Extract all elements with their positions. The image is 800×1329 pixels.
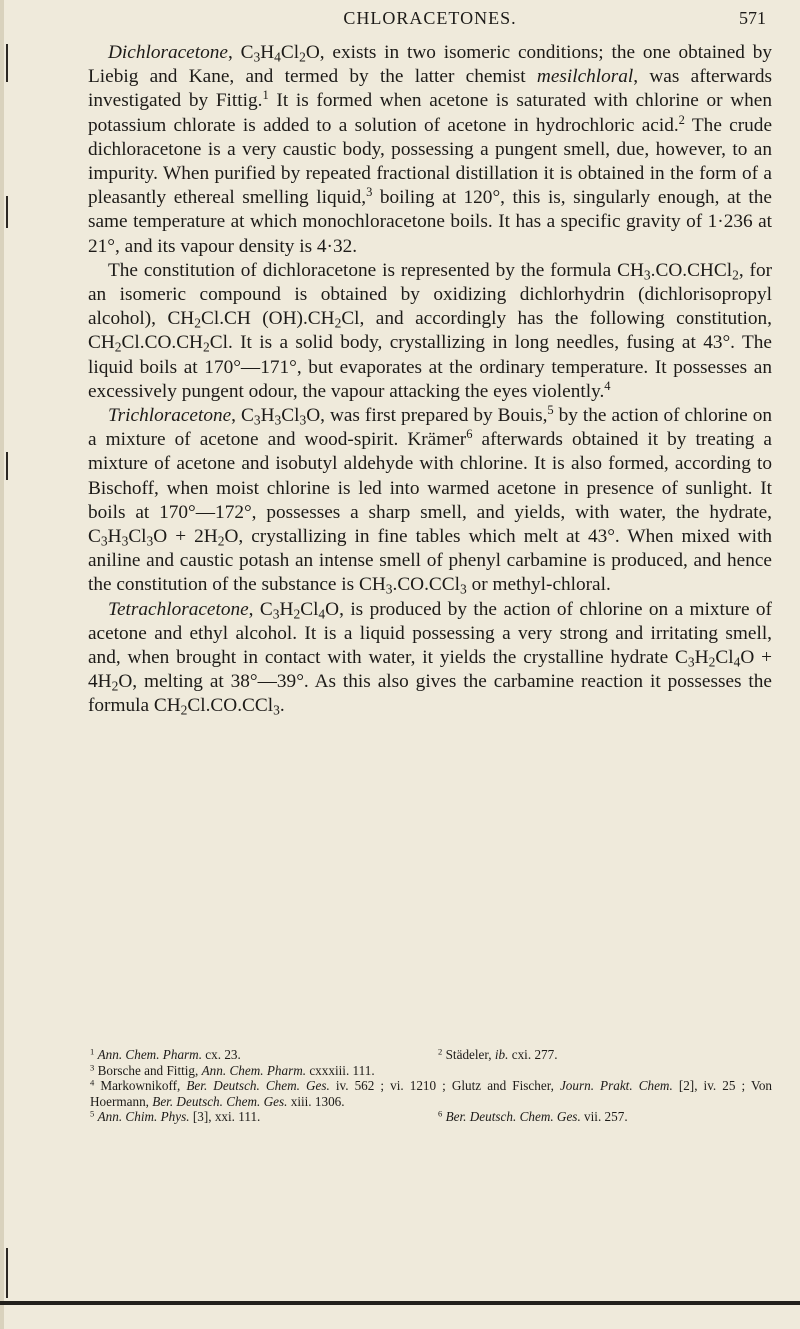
footnote-3 xyxy=(90,1063,772,1079)
subscript: 3 xyxy=(146,533,154,549)
footnote-ref: 4 xyxy=(604,378,611,393)
text-run: , for an isomeric compound is obtained by oxidizing dichlorhydrin (dichlorisopropyl alcohol), CH xyxy=(88,259,773,330)
paragraph-dichloracetone xyxy=(88,41,772,259)
subscript: 4 xyxy=(318,606,326,622)
footnote-4 xyxy=(90,1078,772,1109)
subscript: 3 xyxy=(460,581,467,597)
text-run: Cl. It is a solid body, crystallizing in long needles, fusing at 43°. The liquid boils at 170°—171°, but evaporates at the ordinary temperature. It possesses an excessively pungent odour, the vapour attacking the eyes violently. xyxy=(88,332,772,402)
text-run: Cl xyxy=(280,42,300,63)
subscript: 3 xyxy=(274,412,282,428)
text-run: Borsche and Fittig, xyxy=(94,1062,202,1078)
text-run: Cl xyxy=(281,405,300,427)
subscript: 3 xyxy=(253,412,261,428)
subscript: 2 xyxy=(334,315,342,331)
text-run: The constitution of dichloracetone is represented by the formula CH xyxy=(108,259,644,281)
text-run: cx. 23. xyxy=(202,1047,241,1062)
text-run: O, crystallizing in fine tables which melt at 43°. When mixed with aniline and caustic potash an intense smell of phenyl carbamine is produced, and hence the constitution of the substance is CH xyxy=(88,526,772,596)
text-run: The crude dichloracetone is a very caustic body, possessing a pungent smell, due, however, to an impurity. When purified by repeated fractional distillation it is obtained in the form of a pleasantly ethereal smelling liquid, xyxy=(88,114,773,209)
text-run: , was afterwards investigated by Fittig. xyxy=(88,66,773,112)
subscript: 2 xyxy=(293,606,301,622)
subscript: 2 xyxy=(114,339,122,355)
footnote-ref: 6 xyxy=(438,1108,443,1119)
paragraph-tetrachloracetone xyxy=(88,598,772,719)
text-run: O, exists in two isomeric conditions; the one obtained by Liebig and Kane, and termed by the latter chemist xyxy=(88,42,772,88)
margin-mark xyxy=(6,452,8,480)
text-run: Cl xyxy=(128,526,147,548)
subscript: 3 xyxy=(299,412,307,428)
text-run: , C xyxy=(227,42,254,63)
subscript: 3 xyxy=(253,49,261,65)
text-run: H xyxy=(107,526,122,548)
text-run: [3], xxi. 111. xyxy=(189,1109,261,1125)
footnote-ref: 1 xyxy=(262,88,269,103)
footnote-column xyxy=(90,1047,424,1063)
italic-text: Ber. Deutsch. Chem. Ges. xyxy=(152,1093,288,1109)
subscript: 3 xyxy=(385,581,393,597)
italic-text: mesilchloral xyxy=(536,66,634,88)
text-run: O + 4H xyxy=(88,647,772,693)
body-text xyxy=(88,41,772,719)
subscript: 2 xyxy=(299,49,306,65)
subscript: 2 xyxy=(180,702,188,718)
running-title: CHLORACETONES. xyxy=(343,8,517,28)
subscript: 2 xyxy=(202,339,210,355)
text-run: O + 2H xyxy=(153,526,218,548)
italic-text: Journ. Prakt. Chem. xyxy=(559,1078,673,1094)
footnotes xyxy=(90,1047,772,1125)
text-run: O, melting at 38°—39°. As this also gives the carbamine reaction it possesses the formula CH xyxy=(88,671,772,717)
italic-text: Ber. Deutsch. Chem. Ges. xyxy=(445,1109,581,1125)
text-run: . xyxy=(279,695,285,717)
text-run: , C xyxy=(248,598,273,620)
footnote-row-5-6 xyxy=(90,1109,772,1125)
text-run: afterwards obtained it by treating a mixture of acetone and isobutyl aldehyde with chlorine. It is also formed, according to Bischoff, when moist chlorine is led into warmed acetone in presence of sunlight. It boils at 170°—172°, possesses a sharp smell, and yields, with water, the hydrate, C xyxy=(88,429,772,548)
subscript: 3 xyxy=(100,533,108,549)
italic-text: Ann. Chim. Phys. xyxy=(97,1109,190,1125)
text-run: Cl.CO.CCl xyxy=(187,695,274,717)
footnote-column xyxy=(424,1047,772,1063)
text-run: [2], iv. 25 ; Von Hoermann, xyxy=(90,1078,773,1109)
subscript: 4 xyxy=(274,49,281,65)
text-run: by the action of chlorine on a mixture of acetone and wood-spirit. Krämer xyxy=(88,405,772,451)
margin-mark xyxy=(6,44,8,82)
margin-mark xyxy=(6,1248,8,1298)
italic-text: ib. xyxy=(494,1047,509,1062)
footnote-ref: 3 xyxy=(366,185,373,200)
text-run: Cl xyxy=(300,598,319,620)
italic-text: Dichloracetone xyxy=(108,42,228,63)
text-run: or methyl-chloral. xyxy=(466,574,611,596)
text-run: Cl, and accordingly has the following constitution, CH xyxy=(88,308,772,354)
text-run: Cl.CH (OH).CH xyxy=(200,308,335,330)
subscript: 2 xyxy=(732,267,739,283)
footnote-column xyxy=(424,1109,772,1125)
subscript: 3 xyxy=(272,606,280,622)
text-run: H xyxy=(279,598,294,620)
footnote-ref: 2 xyxy=(438,1046,443,1057)
subscript: 2 xyxy=(111,678,119,694)
footnote-row-1-2 xyxy=(90,1047,772,1063)
text-run: cxxxiii. 111. xyxy=(306,1062,375,1078)
subscript: 3 xyxy=(687,654,695,670)
page-number: 571 xyxy=(739,8,766,28)
subscript: 2 xyxy=(708,654,716,670)
text-run: boiling at 120°, this is, singularly enough, at the same temperature at which monochloracetone boils. It has a specific gravity of 1·236 at 21°, and its vapour density is 4·32. xyxy=(88,187,772,257)
page-gutter-edge xyxy=(0,0,4,1329)
italic-text: Ann. Chem. Pharm. xyxy=(201,1062,307,1078)
text-run: H xyxy=(694,647,709,669)
footnote-ref: 2 xyxy=(678,112,685,127)
paragraph-constitution xyxy=(88,259,772,404)
italic-text: Trichloracetone xyxy=(108,405,232,427)
text-run: H xyxy=(260,405,275,427)
text-run: vii. 257. xyxy=(580,1109,628,1125)
margin-mark xyxy=(6,196,8,228)
subscript: 2 xyxy=(194,315,201,331)
text-run: .CO.CHCl xyxy=(650,259,733,281)
text-run: cxi. 277. xyxy=(508,1047,558,1062)
footnote-column xyxy=(90,1109,424,1125)
text-run: , C xyxy=(231,405,254,427)
text-run: .CO.CCl xyxy=(392,574,461,596)
footnote-ref: 4 xyxy=(90,1077,95,1088)
footnote-ref: 5 xyxy=(547,403,554,418)
text-run: Cl.CO.CH xyxy=(121,332,203,354)
italic-text: Ann. Chem. Pharm. xyxy=(97,1047,202,1062)
paragraph-trichloracetone xyxy=(88,404,772,598)
subscript: 3 xyxy=(643,267,651,283)
italic-text: Ber. Deutsch. Chem. Ges. xyxy=(186,1078,330,1094)
text-run: xiii. 1306. xyxy=(287,1093,345,1109)
subscript: 3 xyxy=(273,702,280,718)
text-run: iv. 562 ; vi. 1210 ; Glutz and Fischer, xyxy=(329,1078,560,1094)
text-run: O, was first prepared by Bouis, xyxy=(306,405,548,427)
footnote-ref: 1 xyxy=(90,1046,95,1057)
footnote-ref: 3 xyxy=(90,1061,95,1072)
text-run: O, is produced by the action of chlorine on a mixture of acetone and ethyl alcohol. It is a liquid possessing a very strong and irritating smell, and, when brought in contact with water, it yields the crystalline hydrate C xyxy=(88,598,772,669)
footnote-ref: 6 xyxy=(466,427,473,442)
subscript: 4 xyxy=(733,654,741,670)
footnote-ref: 5 xyxy=(90,1108,95,1119)
text-run: Markownikoff, xyxy=(94,1078,187,1094)
subscript: 2 xyxy=(217,533,225,549)
text-run: Städeler, xyxy=(442,1047,495,1062)
subscript: 3 xyxy=(121,533,129,549)
text-run: It is formed when acetone is saturated with chlorine or when potassium chlorate is added to a solution of acetone in hydrochloric acid. xyxy=(88,90,772,136)
italic-text: Tetrachloracetone xyxy=(108,598,249,620)
page-header xyxy=(90,4,770,34)
text-run: H xyxy=(260,42,275,63)
text-run: Cl xyxy=(715,647,734,669)
bottom-rule xyxy=(0,1301,800,1305)
